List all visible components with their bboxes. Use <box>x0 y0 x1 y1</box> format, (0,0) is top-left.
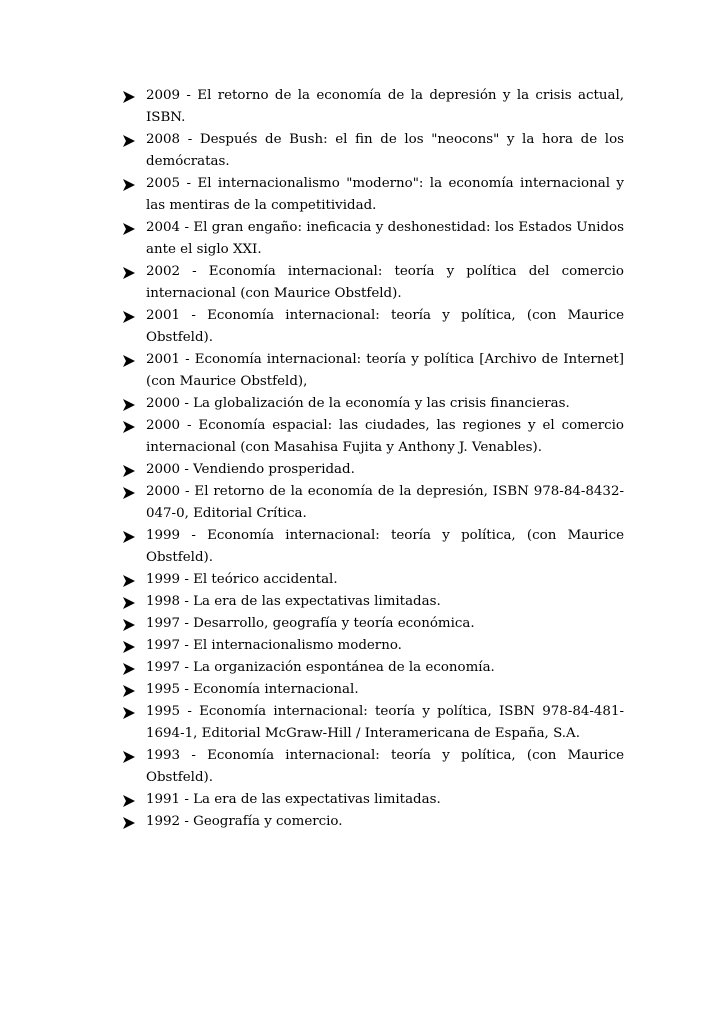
publication-text: 1995 - Economía internacional: teoría y política, ISBN 978-84-481-1694-1, Editorial McGraw-Hill / Interamericana de España, S.A. <box>146 704 624 741</box>
list-item <box>122 525 624 569</box>
publication-text: 2000 - Economía espacial: las ciudades, las regiones y el comercio internacional (con Masahisa Fujita y Anthony J. Venables). <box>146 418 624 455</box>
publication-text: 1992 - Geografía y comercio. <box>146 814 343 829</box>
publication-text: 2000 - La globalización de la economía y las crisis financieras. <box>146 396 570 411</box>
list-item <box>122 745 624 789</box>
list-item <box>122 173 624 217</box>
arrowhead-bullet-icon <box>122 613 146 635</box>
list-item <box>122 393 624 415</box>
arrowhead-bullet-icon <box>122 811 146 833</box>
publication-text: 1999 - Economía internacional: teoría y política, (con Maurice Obstfeld). <box>146 528 624 565</box>
list-item <box>122 789 624 811</box>
arrowhead-bullet-icon <box>122 679 146 701</box>
arrowhead-bullet-icon <box>122 393 146 415</box>
arrowhead-bullet-icon <box>122 481 146 503</box>
publication-text: 2005 - El internacionalismo "moderno": la economía internacional y las mentiras de la competitividad. <box>146 176 624 213</box>
arrowhead-bullet-icon <box>122 305 146 327</box>
list-item <box>122 635 624 657</box>
list-item <box>122 679 624 701</box>
list-item <box>122 261 624 305</box>
list-item <box>122 701 624 745</box>
list-item <box>122 459 624 481</box>
list-item <box>122 811 624 833</box>
arrowhead-bullet-icon <box>122 657 146 679</box>
arrowhead-bullet-icon <box>122 635 146 657</box>
arrowhead-bullet-icon <box>122 85 146 107</box>
list-item <box>122 415 624 459</box>
arrowhead-bullet-icon <box>122 217 146 239</box>
arrowhead-bullet-icon <box>122 745 146 767</box>
publication-text: 1997 - El internacionalismo moderno. <box>146 638 402 653</box>
list-item <box>122 85 624 129</box>
list-item <box>122 129 624 173</box>
list-item <box>122 591 624 613</box>
arrowhead-bullet-icon <box>122 525 146 547</box>
arrowhead-bullet-icon <box>122 591 146 613</box>
publication-text: 2001 - Economía internacional: teoría y política, (con Maurice Obstfeld). <box>146 308 624 345</box>
publication-text: 2000 - Vendiendo prosperidad. <box>146 462 355 477</box>
publication-text: 1995 - Economía internacional. <box>146 682 359 697</box>
publication-text: 2009 - El retorno de la economía de la depresión y la crisis actual, ISBN. <box>146 88 624 125</box>
list-item <box>122 481 624 525</box>
list-item <box>122 613 624 635</box>
arrowhead-bullet-icon <box>122 459 146 481</box>
arrowhead-bullet-icon <box>122 569 146 591</box>
publication-list <box>122 85 624 833</box>
list-item <box>122 349 624 393</box>
list-item <box>122 217 624 261</box>
publication-text: 2004 - El gran engaño: ineficacia y deshonestidad: los Estados Unidos ante el siglo XXI. <box>146 220 624 257</box>
publication-text: 2002 - Economía internacional: teoría y política del comercio internacional (con Maurice Obstfeld). <box>146 264 624 301</box>
arrowhead-bullet-icon <box>122 129 146 151</box>
list-item <box>122 305 624 349</box>
list-item <box>122 657 624 679</box>
arrowhead-bullet-icon <box>122 701 146 723</box>
publication-text: 1993 - Economía internacional: teoría y política, (con Maurice Obstfeld). <box>146 748 624 785</box>
arrowhead-bullet-icon <box>122 173 146 195</box>
arrowhead-bullet-icon <box>122 415 146 437</box>
arrowhead-bullet-icon <box>122 349 146 371</box>
publication-text: 2001 - Economía internacional: teoría y política [Archivo de Internet](con Maurice Obstfeld), <box>146 352 624 389</box>
publication-text: 1997 - Desarrollo, geografía y teoría económica. <box>146 616 475 631</box>
publication-text: 2000 - El retorno de la economía de la depresión, ISBN 978-84-8432-047-0, Editorial Crítica. <box>146 484 624 521</box>
publication-text: 1999 - El teórico accidental. <box>146 572 338 587</box>
arrowhead-bullet-icon <box>122 789 146 811</box>
publication-text: 1997 - La organización espontánea de la economía. <box>146 660 495 675</box>
publication-text: 2008 - Después de Bush: el fin de los "neocons" y la hora de los demócratas. <box>146 132 624 169</box>
publication-text: 1998 - La era de las expectativas limitadas. <box>146 594 441 609</box>
list-item <box>122 569 624 591</box>
publication-text: 1991 - La era de las expectativas limitadas. <box>146 792 441 807</box>
arrowhead-bullet-icon <box>122 261 146 283</box>
